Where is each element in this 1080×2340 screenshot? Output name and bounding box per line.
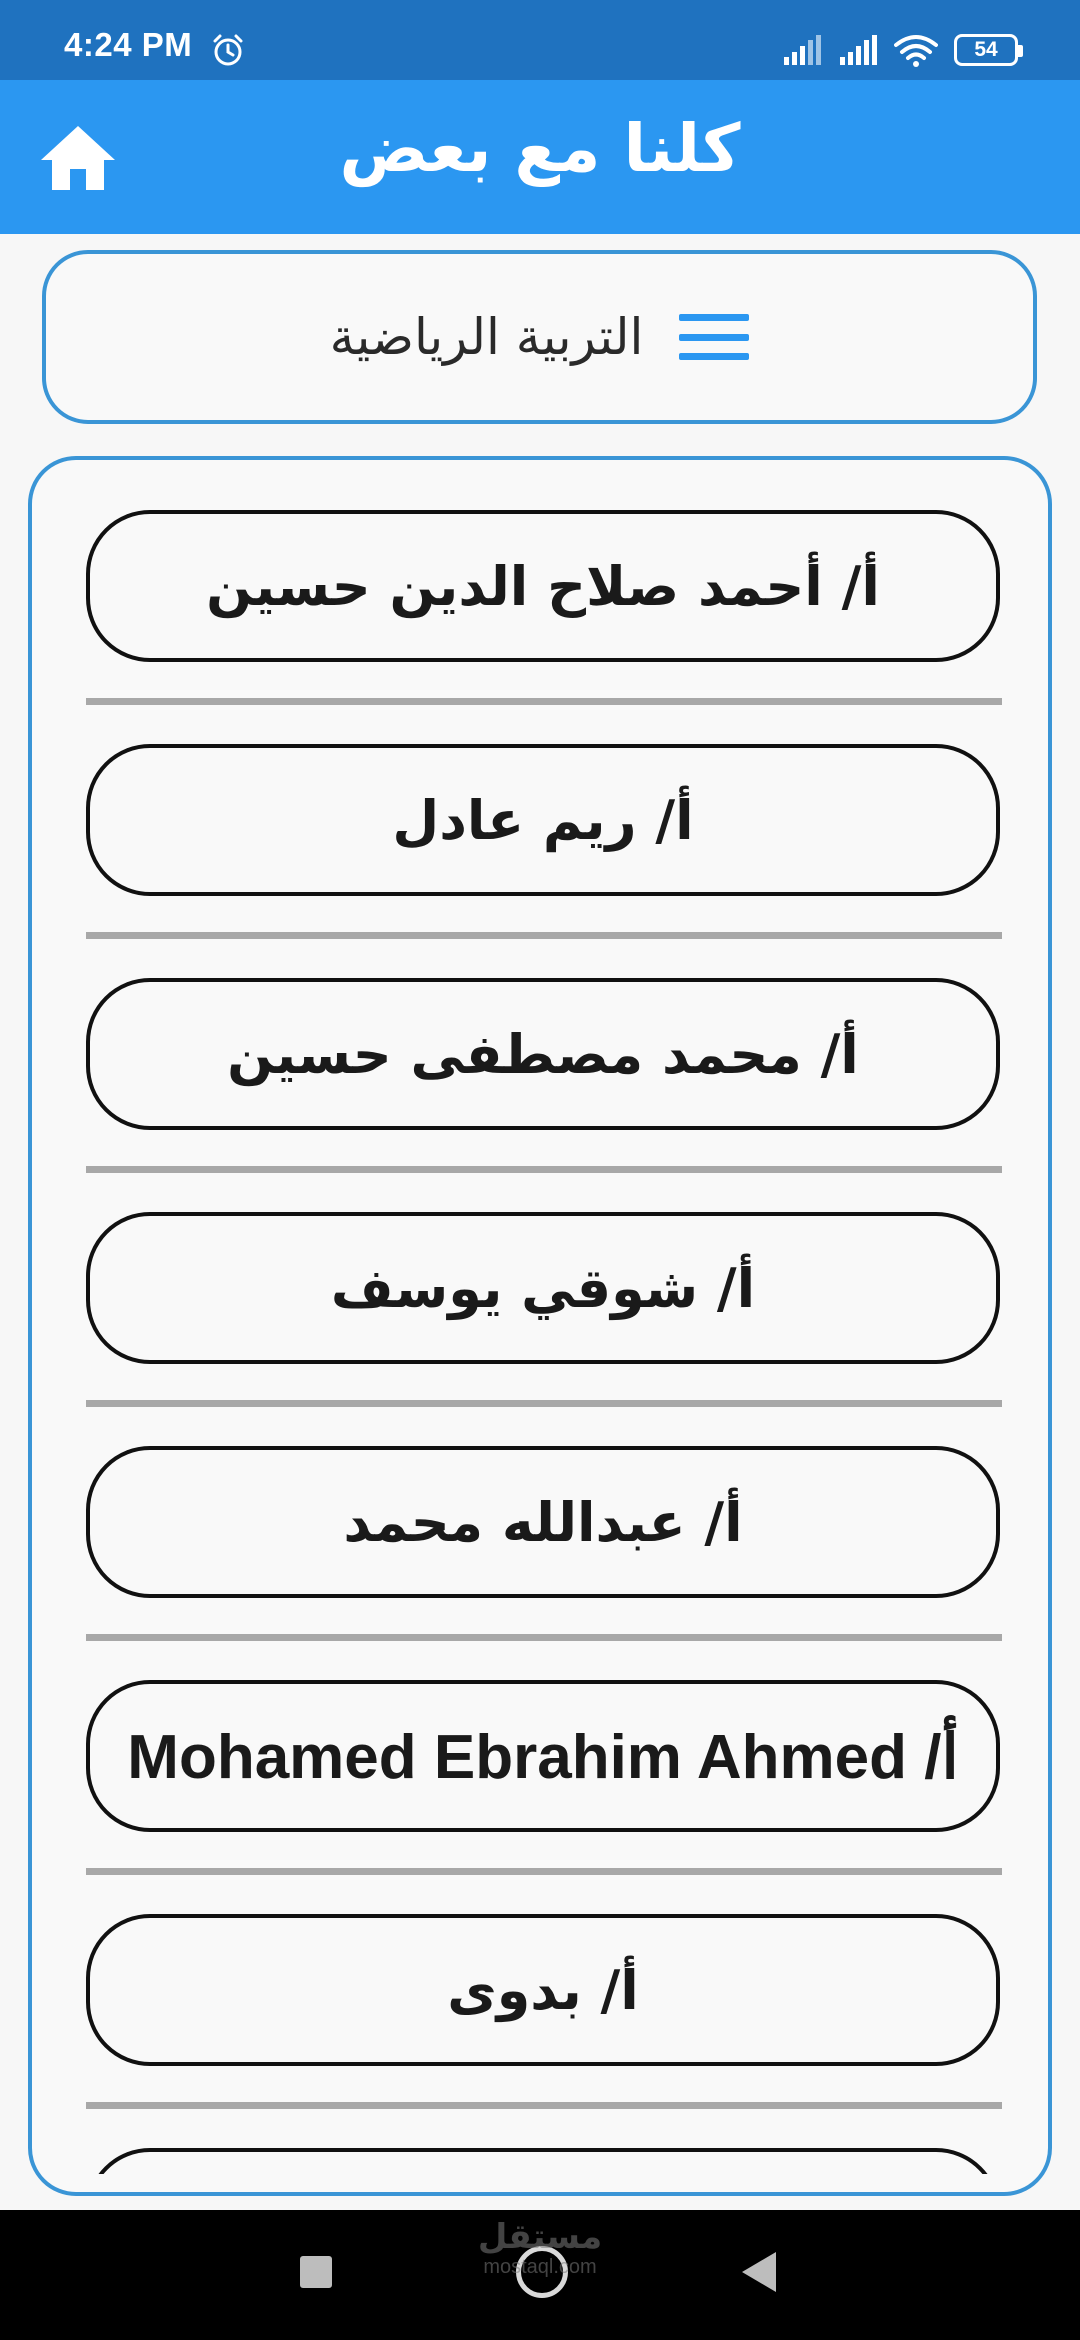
divider	[86, 932, 1002, 939]
divider	[86, 2102, 1002, 2109]
divider	[86, 1868, 1002, 1875]
teacher-item[interactable]	[86, 978, 1000, 1130]
status-indicators	[782, 30, 1018, 70]
teacher-item[interactable]	[86, 510, 1000, 662]
teacher-name: أ/ أحمد صلاح الدين حسين	[206, 554, 880, 618]
divider	[86, 698, 1002, 705]
watermark	[470, 2218, 610, 2278]
teacher-name: أ/ محمد مصطفى حسين	[227, 1022, 859, 1086]
divider	[86, 1400, 1002, 1407]
teacher-name: أ/ بدوى	[447, 1958, 639, 2022]
teacher-list-panel[interactable]	[28, 456, 1052, 2196]
menu-icon	[679, 314, 749, 360]
alarm-icon	[210, 33, 246, 69]
teacher-name: أ/ شوقي يوسف	[330, 1256, 756, 1320]
category-label: التربية الرياضية	[329, 308, 644, 366]
teacher-name: أ/ Mohamed Ebrahim Ahmed	[127, 1722, 959, 1792]
teacher-list	[32, 460, 1048, 2174]
wifi-icon	[894, 33, 938, 67]
divider	[86, 1166, 1002, 1173]
teacher-name: أ/ عبدالله محمد	[343, 1490, 743, 1554]
navigation-bar	[0, 2210, 1080, 2340]
teacher-item[interactable]	[86, 744, 1000, 896]
teacher-item[interactable]	[86, 1446, 1000, 1598]
teacher-item[interactable]	[86, 1212, 1000, 1364]
signal-icon	[782, 35, 822, 65]
status-bar	[0, 0, 1080, 80]
watermark-arabic: مستقل	[477, 2217, 603, 2257]
teacher-item-partial[interactable]	[86, 2148, 1000, 2174]
status-time: 4:24 PM	[64, 26, 193, 63]
watermark-latin: mostaql.com	[483, 2256, 597, 2278]
teacher-item[interactable]	[86, 1680, 1000, 1832]
app-bar	[0, 80, 1080, 234]
category-dropdown[interactable]	[42, 250, 1037, 424]
teacher-item[interactable]	[86, 1914, 1000, 2066]
divider	[86, 1634, 1002, 1641]
recents-icon[interactable]	[300, 2256, 332, 2288]
battery-level: 54	[974, 38, 998, 61]
teacher-name: أ/ ريم عادل	[392, 788, 694, 852]
signal-icon	[838, 35, 878, 65]
app-title: كلنا مع بعض	[339, 110, 741, 187]
battery-icon	[954, 34, 1018, 66]
back-icon[interactable]	[742, 2252, 776, 2292]
